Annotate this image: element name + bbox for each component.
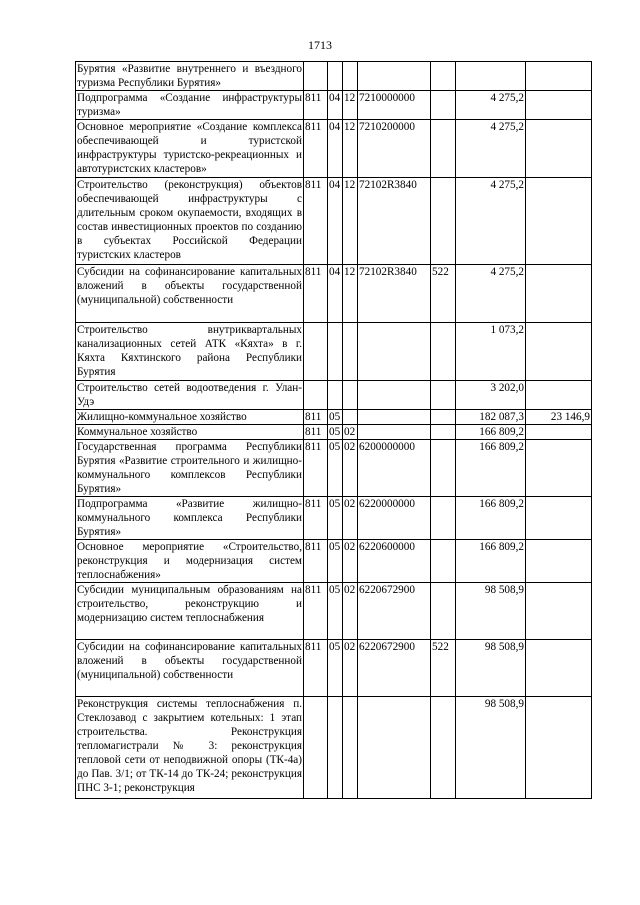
row-subsection: 02 [343, 497, 358, 540]
table-row [76, 91, 592, 120]
row-subsection: 12 [343, 265, 358, 323]
row-subsection [343, 381, 358, 410]
row-grbs: 811 [304, 265, 328, 323]
row-grbs [304, 62, 328, 91]
row-subsection: 02 [343, 583, 358, 640]
row-name: Бурятия «Развитие внутреннего и въездного туризма Республики Бурятия» [77, 63, 302, 89]
row-amount-1: 3 202,0 [456, 381, 526, 410]
row-target-article [358, 323, 431, 381]
row-section: 05 [328, 540, 343, 583]
row-name: Строительство внутриквартальных канализационных сетей АТК «Кяхта» в г. Кяхта Кяхтинского района Республики Бурятия [76, 323, 304, 381]
table-row [76, 178, 592, 265]
table-row [76, 497, 592, 540]
row-section: 05 [328, 440, 343, 497]
row-section: 05 [328, 583, 343, 640]
row-subsection: 12 [343, 120, 358, 178]
row-subsection [343, 410, 358, 425]
row-amount-2 [526, 425, 592, 440]
row-name: Подпрограмма «Развитие жилищно-коммунального комплекса Республики Бурятия» [77, 498, 302, 538]
row-grbs: 811 [304, 497, 328, 540]
row-expense-type [431, 440, 456, 497]
row-section: 04 [328, 178, 343, 265]
row-name: Государственная программа Республики Бурятия «Развитие строительного и жилищно-коммунального комплексов Республики Бурятия» [77, 441, 302, 495]
table-row [76, 381, 592, 410]
row-target-article: 7210200000 [358, 120, 431, 178]
row-expense-type [431, 323, 456, 381]
row-grbs: 811 [304, 440, 328, 497]
row-section: 05 [328, 497, 343, 540]
row-subsection: 02 [343, 640, 358, 697]
row-section: 05 [328, 425, 343, 440]
row-amount-1: 166 809,2 [456, 425, 526, 440]
row-amount-1: 166 809,2 [456, 540, 526, 583]
row-subsection: 12 [343, 91, 358, 120]
table-row [76, 540, 592, 583]
row-amount-2 [526, 178, 592, 265]
table-row [76, 583, 592, 640]
budget-table [75, 61, 592, 799]
row-amount-1: 98 508,9 [456, 583, 526, 640]
row-subsection: 12 [343, 178, 358, 265]
row-target-article: 7210000000 [358, 91, 431, 120]
row-section: 04 [328, 120, 343, 178]
row-name: Жилищно-коммунальное хозяйство [76, 410, 304, 425]
row-expense-type: 522 [431, 640, 456, 697]
row-expense-type: 522 [431, 265, 456, 323]
row-amount-1: 4 275,2 [456, 120, 526, 178]
row-name: Субсидии муниципальным образованиям на строительство, реконструкцию и модернизацию систем теплоснабжения [76, 583, 304, 640]
row-target-article: 6200000000 [358, 440, 431, 497]
table-row [76, 410, 592, 425]
row-grbs [304, 323, 328, 381]
row-target-article [358, 410, 431, 425]
row-section: 04 [328, 91, 343, 120]
row-name: Субсидии на софинансирование капитальных вложений в объекты государственной (муниципальной) собственности [76, 640, 304, 697]
row-target-article [358, 381, 431, 410]
row-amount-2 [526, 583, 592, 640]
row-section [328, 697, 343, 799]
row-section [328, 381, 343, 410]
table-row [76, 323, 592, 381]
row-expense-type [431, 178, 456, 265]
page-number: 1713 [308, 38, 332, 52]
row-target-article: 6220672900 [358, 583, 431, 640]
row-target-article: 6220600000 [358, 540, 431, 583]
row-expense-type [431, 497, 456, 540]
row-amount-2: 23 146,9 [526, 410, 592, 425]
budget-table-body [76, 62, 592, 799]
row-amount-2 [526, 265, 592, 323]
row-amount-2 [526, 540, 592, 583]
row-target-article: 72102R3840 [358, 265, 431, 323]
table-row [76, 62, 592, 91]
row-amount-2 [526, 120, 592, 178]
row-name: Подпрограмма «Создание инфраструктуры туризма» [77, 92, 302, 118]
row-grbs: 811 [304, 91, 328, 120]
row-grbs: 811 [304, 583, 328, 640]
row-amount-1: 98 508,9 [456, 640, 526, 697]
row-amount-2 [526, 497, 592, 540]
row-target-article: 6220672900 [358, 640, 431, 697]
table-row [76, 265, 592, 323]
row-amount-2 [526, 640, 592, 697]
row-amount-1: 4 275,2 [456, 178, 526, 265]
row-subsection [343, 697, 358, 799]
row-name: Основное мероприятие «Создание комплекса обеспечивающей и туристской инфраструктуры туристско-рекреационных и автотуристских кластеров» [76, 120, 304, 178]
table-row [76, 697, 592, 799]
row-target-article: 72102R3840 [358, 178, 431, 265]
row-amount-1: 4 275,2 [456, 265, 526, 323]
row-amount-2 [526, 697, 592, 799]
row-amount-2 [526, 62, 592, 91]
row-amount-1 [456, 62, 526, 91]
row-target-article [358, 62, 431, 91]
row-name: Основное мероприятие «Строительство, реконструкция и модернизация систем теплоснабжения» [77, 541, 302, 581]
row-subsection [343, 323, 358, 381]
row-amount-1: 1 073,2 [456, 323, 526, 381]
row-expense-type [431, 120, 456, 178]
row-grbs [304, 381, 328, 410]
row-expense-type [431, 62, 456, 91]
row-grbs: 811 [304, 410, 328, 425]
row-amount-1: 4 275,2 [456, 91, 526, 120]
row-target-article: 6220000000 [358, 497, 431, 540]
row-grbs: 811 [304, 178, 328, 265]
row-section: 05 [328, 410, 343, 425]
row-expense-type [431, 381, 456, 410]
table-row [76, 120, 592, 178]
row-section [328, 62, 343, 91]
row-name: Строительство (реконструкция) объектов обеспечивающей инфраструктуры с длительным сроком окупаемости, входящих в состав инвестиционных проектов по созданию в субъектах Российской Федерации туристских кластеров [76, 178, 304, 265]
row-amount-2 [526, 381, 592, 410]
row-target-article [358, 425, 431, 440]
row-expense-type [431, 425, 456, 440]
row-section: 04 [328, 265, 343, 323]
row-expense-type [431, 91, 456, 120]
row-subsection: 02 [343, 540, 358, 583]
row-expense-type [431, 410, 456, 425]
row-grbs: 811 [304, 640, 328, 697]
row-amount-1: 166 809,2 [456, 440, 526, 497]
table-row [76, 640, 592, 697]
row-expense-type [431, 583, 456, 640]
row-subsection: 02 [343, 425, 358, 440]
row-amount-2 [526, 323, 592, 381]
row-section: 05 [328, 640, 343, 697]
row-name: Коммунальное хозяйство [76, 425, 304, 440]
table-row [76, 440, 592, 497]
row-subsection: 02 [343, 440, 358, 497]
row-grbs: 811 [304, 540, 328, 583]
row-grbs: 811 [304, 120, 328, 178]
row-amount-1: 182 087,3 [456, 410, 526, 425]
row-subsection [343, 62, 358, 91]
row-expense-type [431, 540, 456, 583]
row-target-article [358, 697, 431, 799]
table-row [76, 425, 592, 440]
row-amount-1: 98 508,9 [456, 697, 526, 799]
row-grbs [304, 697, 328, 799]
row-amount-2 [526, 91, 592, 120]
row-expense-type [431, 697, 456, 799]
row-name: Строительство сетей водоотведения г. Улан-Удэ [77, 382, 302, 408]
row-amount-2 [526, 440, 592, 497]
row-section [328, 323, 343, 381]
row-name: Реконструкция системы теплоснабжения п. Стеклозавод с закрытием котельных: 1 этап строительства. Реконструкция тепломагистрали № 3: реконструкция тепловой сети от неподвижной опоры (ТК-4а) до Пав. 3/1; от ТК-14 до ТК-24; реконструкция ПНС 3-1; реконструкция [76, 697, 304, 799]
row-amount-1: 166 809,2 [456, 497, 526, 540]
row-name: Субсидии на софинансирование капитальных вложений в объекты государственной (муниципальной) собственности [76, 265, 304, 323]
row-grbs: 811 [304, 425, 328, 440]
